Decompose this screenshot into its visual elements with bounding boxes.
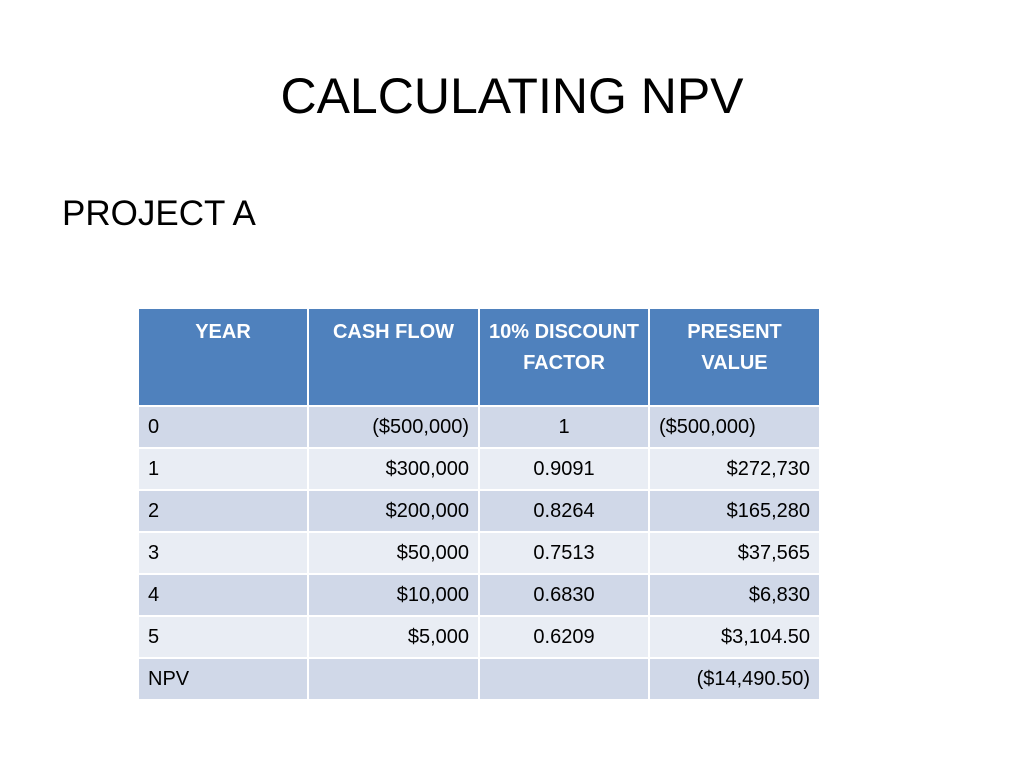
cell-year: NPV [138, 658, 308, 700]
table-row-npv [138, 658, 820, 700]
slide-title: CALCULATING NPV [280, 68, 744, 124]
cell-discount-factor: 0.9091 [479, 448, 649, 490]
cell-discount-factor: 0.6209 [479, 616, 649, 658]
header-discount-factor: 10% DISCOUNT FACTOR [479, 308, 649, 406]
cell-cash-flow: $200,000 [308, 490, 479, 532]
table-row [138, 532, 820, 574]
cell-discount-factor [479, 658, 649, 700]
cell-present-value: $165,280 [649, 490, 820, 532]
table-row [138, 616, 820, 658]
cell-cash-flow: $5,000 [308, 616, 479, 658]
cell-year: 5 [138, 616, 308, 658]
cell-cash-flow: $50,000 [308, 532, 479, 574]
cell-present-value: $6,830 [649, 574, 820, 616]
table-row [138, 448, 820, 490]
cell-year: 0 [138, 406, 308, 448]
cell-cash-flow: ($500,000) [308, 406, 479, 448]
cell-present-value: ($500,000) [649, 406, 820, 448]
header-year: YEAR [138, 308, 308, 406]
cell-discount-factor: 0.8264 [479, 490, 649, 532]
table-header-row [138, 308, 820, 406]
npv-table [137, 307, 821, 701]
header-cash-flow: CASH FLOW [308, 308, 479, 406]
header-present-value: PRESENT VALUE [649, 308, 820, 406]
cell-npv-value: ($14,490.50) [649, 658, 820, 700]
cell-year: 2 [138, 490, 308, 532]
cell-discount-factor: 1 [479, 406, 649, 448]
cell-present-value: $37,565 [649, 532, 820, 574]
cell-discount-factor: 0.6830 [479, 574, 649, 616]
cell-year: 3 [138, 532, 308, 574]
cell-year: 4 [138, 574, 308, 616]
cell-discount-factor: 0.7513 [479, 532, 649, 574]
table-row [138, 574, 820, 616]
cell-cash-flow [308, 658, 479, 700]
cell-present-value: $3,104.50 [649, 616, 820, 658]
table-row [138, 406, 820, 448]
cell-cash-flow: $10,000 [308, 574, 479, 616]
cell-year: 1 [138, 448, 308, 490]
table-row [138, 490, 820, 532]
project-subtitle: PROJECT A [62, 194, 256, 233]
cell-present-value: $272,730 [649, 448, 820, 490]
cell-cash-flow: $300,000 [308, 448, 479, 490]
